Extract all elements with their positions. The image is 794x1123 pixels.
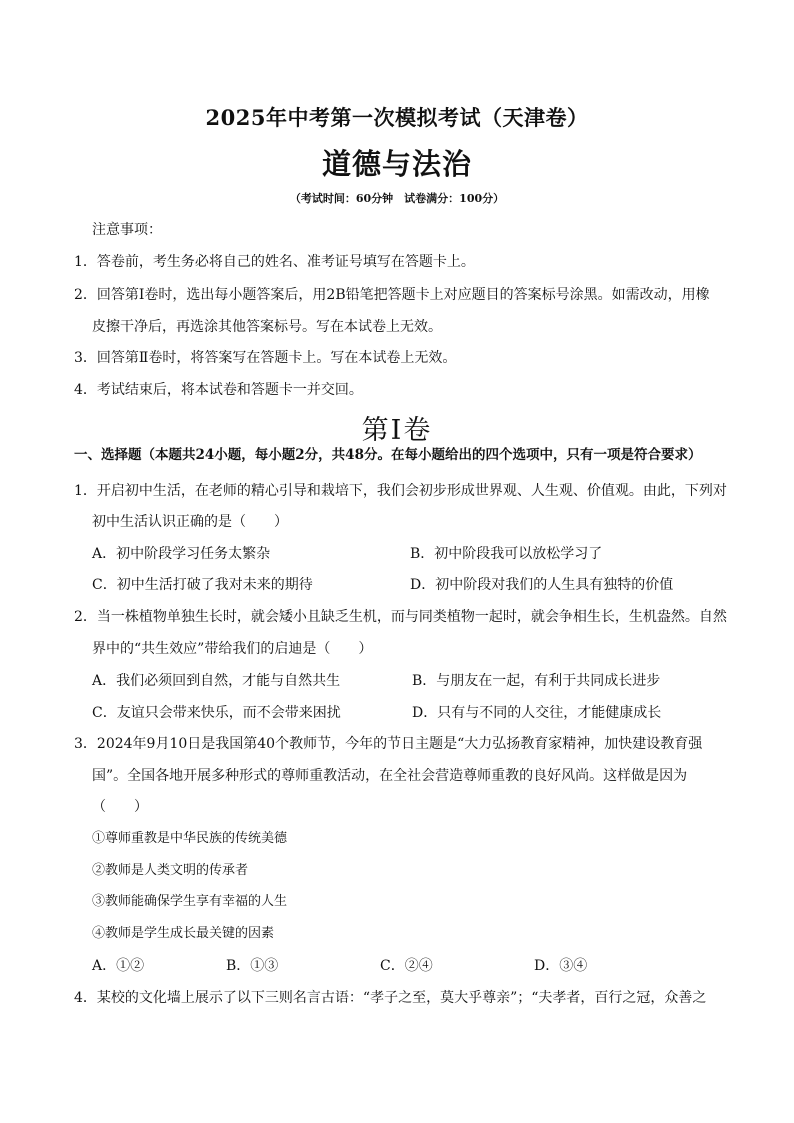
question-3-option-c: C．②④	[380, 958, 433, 974]
question-3-option-d: D．③④	[534, 958, 588, 974]
question-4-line: 4．某校的文化墙上展示了以下三则名言古语：“孝子之至，莫大乎尊亲”；“夫孝者，百行之冠，众善之	[74, 990, 707, 1006]
section-title: 第Ⅰ卷	[361, 415, 433, 446]
question-3-statement: ①尊师重教是中华民族的传统美德	[92, 831, 288, 846]
question-2-line: 2．当一株植物单独生长时，就会矮小且缺乏生机，而与同类植物一起时，就会争相生长，生机盎然。自然	[74, 609, 727, 625]
question-2-option-c: C．友谊只会带来快乐，而不会带来困扰	[92, 705, 341, 721]
question-2-option-a: A．我们必须回到自然，才能与自然共生	[92, 673, 341, 689]
notice-item-continued: 皮擦干净后，再选涂其他答案标号。写在本试卷上无效。	[92, 319, 442, 335]
notice-item: 3．回答第Ⅱ卷时，将答案写在答题卡上。写在本试卷上无效。	[74, 350, 457, 366]
question-1-line: 1．开启初中生活，在老师的精心引导和栽培下，我们会初步形成世界观、人生观、价值观。由此，下列对	[74, 483, 727, 499]
exam-title: 2025年中考第一次模拟考试（天津卷）	[205, 105, 589, 130]
part-heading: 一、选择题（本题共24小题，每小题2分，共48分。在每小题给出的四个选项中，只有一项是符合要求）	[74, 447, 702, 463]
question-3-option-a: A．①②	[92, 958, 145, 974]
question-1-option-a: A．初中阶段学习任务太繁杂	[92, 546, 271, 562]
question-3-statement: ②教师是人类文明的传承者	[92, 863, 249, 878]
question-3-option-b: B．①③	[226, 958, 279, 974]
question-3-line: 3．2024年9月10日是我国第40个教师节，今年的节日主题是“大力弘扬教育家精神，加快建设教育强	[74, 736, 703, 752]
question-1-option-c: C．初中生活打破了我对未来的期待	[92, 577, 313, 593]
question-3-statement: ④教师是学生成长最关键的因素	[92, 926, 275, 941]
question-2-line: 界中的“共生效应”带给我们的启迪是（ ）	[92, 641, 373, 657]
notice-item: 2．回答第Ⅰ卷时，选出每小题答案后，用2B铅笔把答题卡上对应题目的答案标号涂黑。如需改动，用橡	[74, 287, 710, 303]
question-3-line: 国”。全国各地开展多种形式的尊师重教活动，在全社会营造尊师重教的良好风尚。这样做是因为	[92, 768, 688, 784]
question-2-option-b: B．与朋友在一起，有利于共同成长进步	[412, 673, 661, 689]
question-3-line: （ ）	[92, 799, 148, 815]
question-2-option-d: D．只有与不同的人交往，才能健康成长	[412, 705, 662, 721]
question-3-statement: ③教师能确保学生享有幸福的人生	[92, 894, 288, 909]
notice-item: 4．考试结束后，将本试卷和答题卡一并交回。	[74, 382, 363, 398]
question-1-option-b: B．初中阶段我可以放松学习了	[410, 546, 603, 562]
notice-item: 1．答卷前，考生务必将自己的姓名、准考证号填写在答题卡上。	[74, 254, 475, 270]
question-1-option-d: D．初中阶段对我们的人生具有独特的价值	[410, 577, 674, 593]
question-1-line: 初中生活认识正确的是（ ）	[92, 514, 288, 530]
notice-heading: 注意事项：	[92, 222, 162, 238]
exam-info: （考试时间：60分钟 试卷满分：100分）	[289, 192, 505, 205]
subject-title: 道德与法治	[321, 147, 472, 181]
